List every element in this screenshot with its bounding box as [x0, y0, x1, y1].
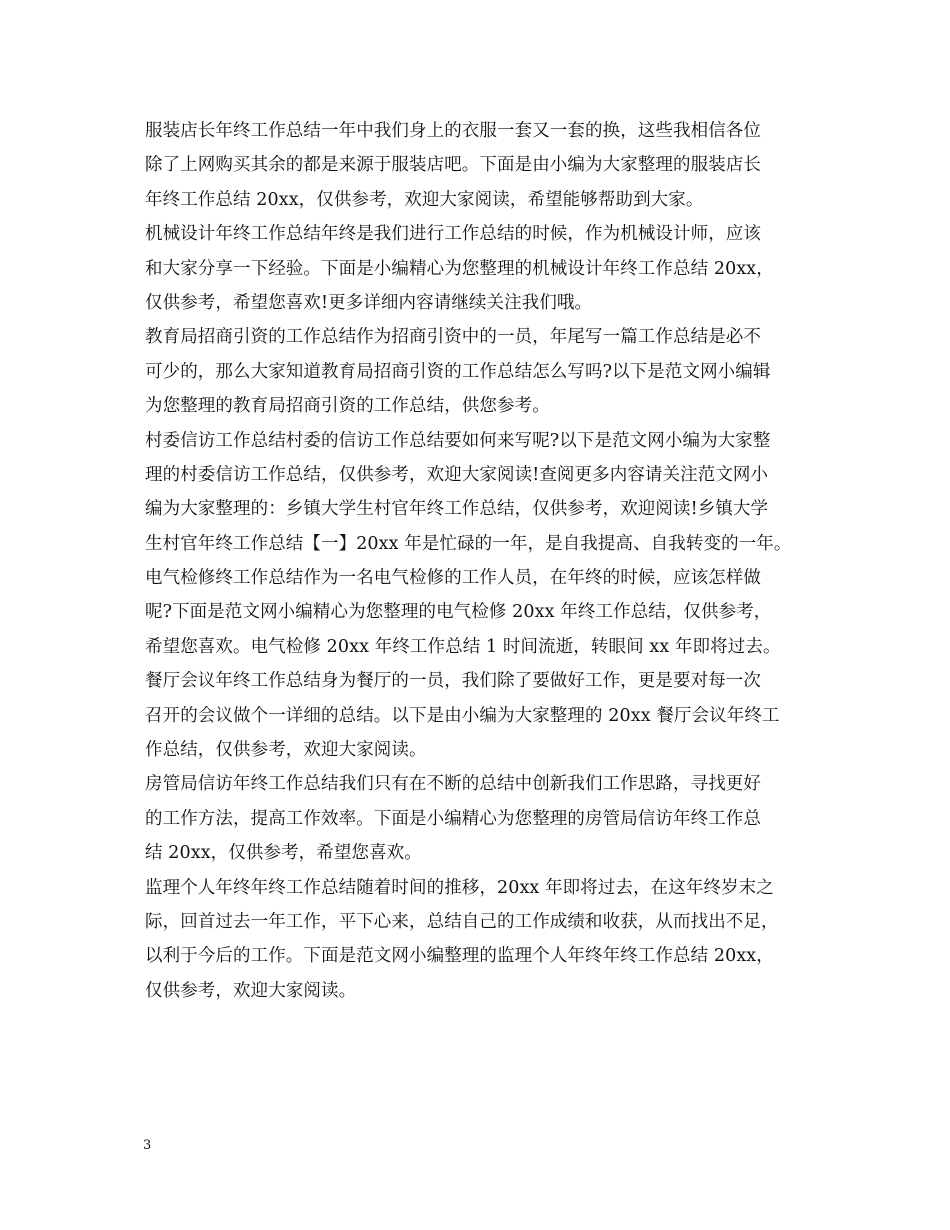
text-line: 机械设计年终工作总结年终是我们进行工作总结的时候，作为机械设计师，应该: [145, 224, 761, 245]
paragraph-housing-bureau: [145, 767, 817, 870]
paragraph-mechanical-design: [145, 217, 817, 320]
text-line: 生村官年终工作总结【一】20xx 年是忙碌的一年，是自我提高、自我转变的一年。: [145, 533, 792, 554]
text-line: 可少的，那么大家知道教育局招商引资的工作总结怎么写吗?以下是范文网小编辑: [145, 361, 771, 382]
paragraph-clothing-store: [145, 114, 817, 217]
text-line: 作总结，仅供参考，欢迎大家阅读。: [145, 740, 427, 761]
text-line: 以利于今后的工作。下面是范文网小编整理的监理个人年终年终工作总结 20xx，: [145, 946, 774, 967]
text-line: 和大家分享一下经验。下面是小编精心为您整理的机械设计年终工作总结 20xx，: [145, 258, 774, 279]
text-line: 呢?下面是范文网小编精心为您整理的电气检修 20xx 年终工作总结，仅供参考，: [145, 602, 772, 623]
text-line: 监理个人年终年终工作总结随着时间的推移，20xx 年即将过去，在这年终岁末之: [145, 877, 774, 898]
text-line: 仅供参考，希望您喜欢!更多详细内容请继续关注我们哦。: [145, 292, 593, 313]
text-line: 村委信访工作总结村委的信访工作总结要如何来写呢?以下是范文网小编为大家整: [145, 430, 771, 451]
paragraph-village-petition: [145, 424, 817, 562]
paragraph-education-bureau: [145, 320, 817, 423]
paragraph-restaurant-meeting: [145, 664, 817, 767]
text-line: 房管局信访年终工作总结我们只有在不断的总结中创新我们工作思路，寻找更好: [145, 774, 761, 795]
text-line: 仅供参考，欢迎大家阅读。: [145, 980, 357, 1001]
text-line: 结 20xx，仅供参考，希望您喜欢。: [145, 843, 422, 864]
text-line: 希望您喜欢。电气检修 20xx 年终工作总结 1 时间流逝，转眼间 xx 年即将过去。: [145, 636, 781, 657]
text-line: 电气检修终工作总结作为一名电气检修的工作人员，在年终的时候，应该怎样做: [145, 568, 761, 589]
paragraph-electrical-maintenance: [145, 561, 817, 664]
text-line: 为您整理的教育局招商引资的工作总结，供您参考。: [145, 396, 550, 417]
text-line: 理的村委信访工作总结，仅供参考，欢迎大家阅读!查阅更多内容请关注范文网小: [145, 464, 769, 485]
text-line: 召开的会议做个一详细的总结。以下是由小编为大家整理的 20xx 餐厅会议年终工: [145, 705, 780, 726]
text-line: 的工作方法，提高工作效率。下面是小编精心为您整理的房管局信访年终工作总: [145, 808, 761, 829]
text-line: 餐厅会议年终工作总结身为餐厅的一员，我们除了要做好工作，更是要对每一次: [145, 671, 761, 692]
page-number: 3: [143, 1138, 152, 1153]
text-line: 编为大家整理的：乡镇大学生村官年终工作总结，仅供参考，欢迎阅读!乡镇大学: [145, 499, 769, 520]
text-line: 服装店长年终工作总结一年中我们身上的衣服一套又一套的换，这些我相信各位: [145, 121, 761, 141]
text-line: 教育局招商引资的工作总结作为招商引资中的一员，年尾写一篇工作总结是必不: [145, 327, 761, 348]
text-line: 际，回首过去一年工作，平下心来，总结自己的工作成绩和收获，从而找出不足，: [145, 911, 779, 932]
text-line: 年终工作总结 20xx，仅供参考，欢迎大家阅读，希望能够帮助到大家。: [145, 189, 704, 210]
paragraph-supervision: [145, 871, 817, 1009]
document-body: [145, 114, 817, 1008]
text-line: 除了上网购买其余的都是来源于服装店吧。下面是由小编为大家整理的服装店长: [145, 155, 761, 176]
